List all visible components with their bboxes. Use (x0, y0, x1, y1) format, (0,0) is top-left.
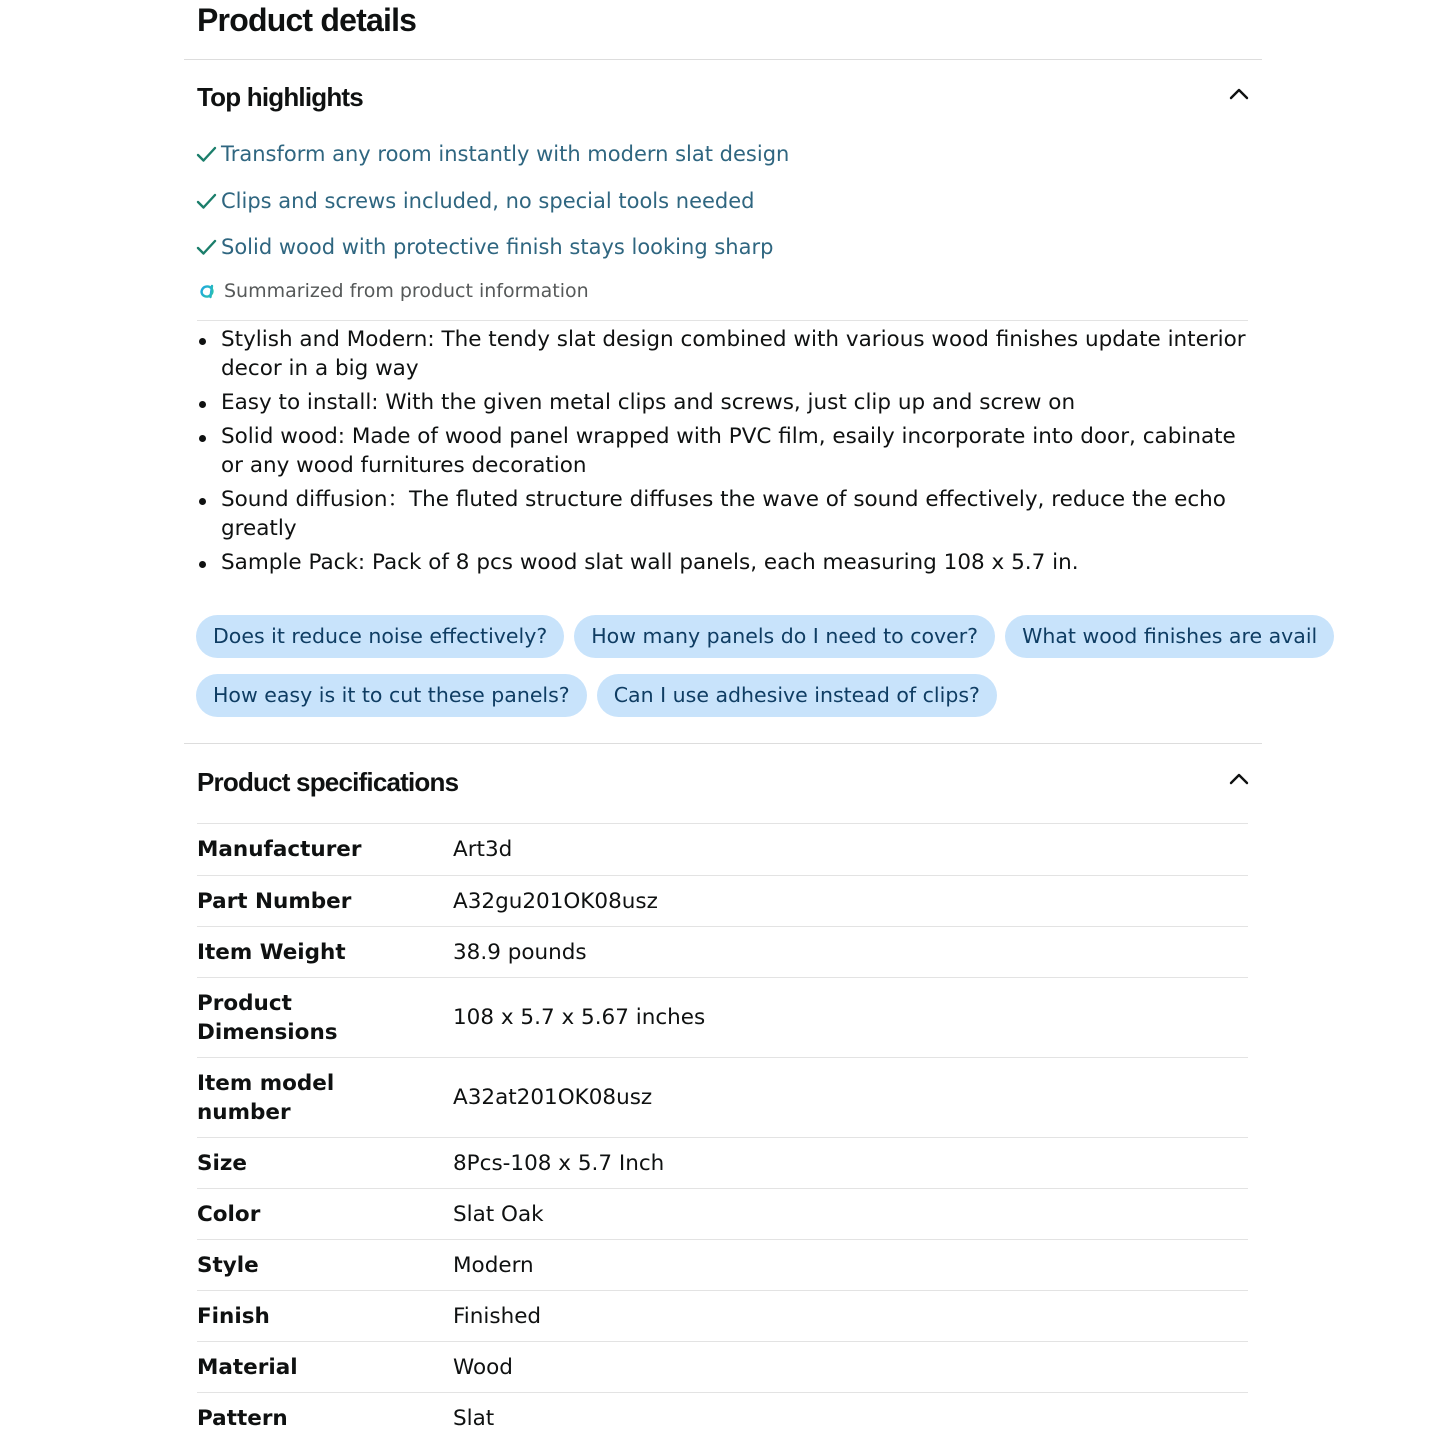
spec-row (197, 1290, 1248, 1341)
product-specifications-title: Product specifications (197, 767, 459, 797)
spec-key: Finish (197, 1303, 270, 1329)
spec-key: Style (197, 1252, 259, 1278)
checkmark-icon (196, 192, 217, 210)
summary-note (198, 278, 589, 304)
spec-key: Manufacturer (197, 837, 362, 862)
page-title: Product details (197, 2, 417, 38)
highlight-item (196, 187, 755, 215)
spec-key: Color (197, 1201, 261, 1227)
spec-row (197, 977, 1248, 1057)
checkmark-icon (196, 145, 217, 163)
spec-key: Material (197, 1354, 298, 1380)
spec-key: Item Weight (197, 939, 346, 965)
spec-row (197, 1057, 1248, 1137)
spec-row (197, 1137, 1248, 1188)
section-divider (184, 59, 1262, 60)
spec-row (197, 926, 1248, 977)
spec-value: 8Pcs-108 x 5.7 Inch (453, 1150, 665, 1176)
feature-bullet: Sound diffusion：The fluted structure diffuses the wave of sound effectively, reduce the echo greatly (197, 485, 1257, 543)
suggested-questions (196, 612, 1318, 722)
highlight-text: Solid wood with protective finish stays looking sharp (221, 235, 774, 259)
highlights-divider (197, 320, 1248, 321)
highlight-text: Clips and screws included, no special tools needed (221, 189, 755, 213)
top-highlights-title: Top highlights (197, 82, 363, 112)
spec-value: 108 x 5.7 x 5.67 inches (453, 1005, 706, 1030)
suggested-questions-row (196, 615, 1334, 658)
spec-row (197, 823, 1248, 875)
summary-text: Summarized from product information (224, 280, 589, 302)
spec-value: Modern (453, 1252, 534, 1278)
ai-sparkle-icon (198, 282, 216, 300)
question-chip[interactable]: What wood finishes are avail (1005, 615, 1334, 658)
spec-value: Finished (453, 1303, 542, 1329)
highlight-item (196, 233, 773, 261)
highlight-text: Transform any room instantly with modern slat design (221, 142, 790, 166)
chevron-up-icon[interactable] (1227, 769, 1251, 787)
suggested-questions-row (196, 674, 997, 717)
question-chip[interactable]: How easy is it to cut these panels? (196, 674, 587, 717)
spec-value: Slat (453, 1405, 495, 1431)
feature-bullet-list (197, 325, 1257, 582)
chevron-up-icon[interactable] (1227, 84, 1251, 102)
feature-bullet: Solid wood: Made of wood panel wrapped with PVC film, esaily incorporate into door, cabinate or any wood furnitures decoration (197, 422, 1257, 480)
specifications-table (197, 823, 1248, 1443)
feature-bullet: Sample Pack: Pack of 8 pcs wood slat wall panels, each measuring 108 x 5.7 in. (197, 548, 1257, 577)
checkmark-icon (196, 238, 217, 256)
spec-row (197, 1188, 1248, 1239)
spec-value: A32at201OK08usz (453, 1085, 653, 1110)
spec-row (197, 875, 1248, 926)
highlight-item (196, 140, 789, 168)
spec-value: Wood (453, 1354, 513, 1380)
spec-value: Slat Oak (453, 1201, 544, 1227)
question-chip[interactable]: Does it reduce noise effectively? (196, 615, 564, 658)
question-chip[interactable]: How many panels do I need to cover? (574, 615, 995, 658)
question-chip[interactable]: Can I use adhesive instead of clips? (597, 674, 997, 717)
spec-row (197, 1239, 1248, 1290)
spec-value: A32gu201OK08usz (453, 888, 658, 914)
spec-key: Part Number (197, 888, 352, 914)
feature-bullet: Stylish and Modern: The tendy slat design combined with various wood finishes update interior decor in a big way (197, 325, 1257, 383)
spec-row (197, 1392, 1248, 1443)
spec-key: Item model number (197, 1070, 335, 1125)
spec-row (197, 1341, 1248, 1392)
spec-value: 38.9 pounds (453, 939, 587, 965)
section-divider (184, 743, 1262, 744)
feature-bullet: Easy to install: With the given metal clips and screws, just clip up and screw on (197, 388, 1257, 417)
spec-key: Size (197, 1150, 247, 1176)
spec-key: Pattern (197, 1405, 288, 1431)
spec-value: Art3d (453, 837, 513, 862)
spec-key: Product Dimensions (197, 990, 338, 1045)
